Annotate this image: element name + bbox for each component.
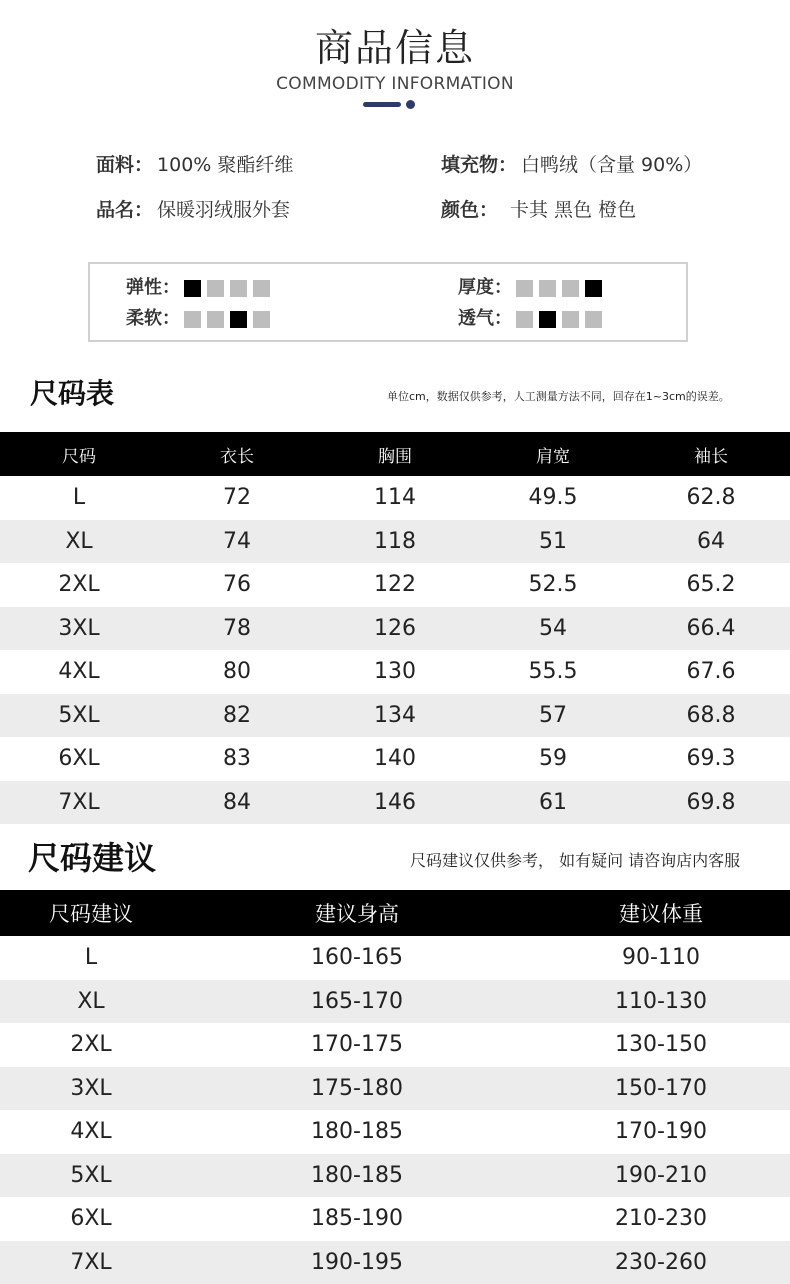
table-cell: 68.8 <box>632 694 790 738</box>
prop-thickness <box>458 276 608 300</box>
column-header: 胸围 <box>316 432 474 476</box>
size-advice-table <box>0 890 790 1284</box>
level-indicator <box>516 276 608 300</box>
size-chart-title: 尺码表 <box>30 377 115 410</box>
level-square <box>230 280 247 297</box>
table-header-row <box>0 890 790 936</box>
table-cell: 57 <box>474 694 632 738</box>
table-cell: 49.5 <box>528 485 578 511</box>
table-cell: 118 <box>316 520 474 564</box>
table-cell: 74 <box>158 520 316 564</box>
page-title: 商品信息 <box>314 26 475 70</box>
column-header: 袖长 <box>632 432 790 476</box>
table-cell: 180-185 <box>182 1154 532 1198</box>
table-row <box>0 476 790 520</box>
attr-colors-value: 卡其 黑色 橙色 <box>510 199 637 221</box>
table-cell: 230-260 <box>532 1241 790 1284</box>
table-row <box>0 607 790 651</box>
table-cell: 6XL <box>58 746 100 772</box>
prop-softness-label: 柔软： <box>126 308 180 329</box>
prop-elasticity-label: 弹性： <box>126 277 180 298</box>
size-advice-title: 尺码建议 <box>28 839 157 877</box>
attr-fabric-value: 100% 聚酯纤维 <box>157 154 294 176</box>
table-cell: 2XL <box>70 1032 112 1058</box>
level-square <box>562 280 579 297</box>
size-chart-note: 单位cm，数据仅供参考，人工测量方法不同，回存在1~3cm的误差。 <box>387 390 730 403</box>
level-square <box>562 311 579 328</box>
table-cell: 165-170 <box>182 980 532 1024</box>
table-cell: 66.4 <box>632 607 790 651</box>
info-header <box>0 22 790 94</box>
table-cell: 3XL <box>0 1067 182 1111</box>
size-chart-table <box>0 432 790 824</box>
level-indicator <box>184 276 276 300</box>
table-cell: 65.2 <box>686 572 736 598</box>
level-square-active <box>230 311 247 328</box>
table-row <box>0 563 790 607</box>
table-cell: 64 <box>632 520 790 564</box>
prop-elasticity <box>126 276 276 300</box>
column-header: 建议身高 <box>182 890 532 936</box>
table-cell: 4XL <box>58 659 100 685</box>
table-cell: 69.8 <box>632 781 790 825</box>
table-cell: 51 <box>474 520 632 564</box>
table-cell: 2XL <box>58 572 100 598</box>
level-indicator <box>184 307 276 331</box>
decoration-bar <box>363 102 401 107</box>
attr-filling <box>441 150 702 180</box>
level-square <box>253 280 270 297</box>
table-row <box>0 1197 790 1241</box>
prop-thickness-label: 厚度： <box>458 277 512 298</box>
table-cell: 210-230 <box>615 1206 707 1232</box>
table-header-row <box>0 432 790 476</box>
prop-softness <box>126 307 276 331</box>
level-square <box>184 311 201 328</box>
attr-filling-label: 填充物： <box>441 154 518 176</box>
level-square <box>207 311 224 328</box>
level-square-active <box>539 311 556 328</box>
table-cell: 3XL <box>0 607 158 651</box>
table-cell: 5XL <box>0 1154 182 1198</box>
table-cell: 185-190 <box>311 1206 403 1232</box>
level-square <box>516 280 533 297</box>
table-row <box>0 936 790 980</box>
level-square <box>516 311 533 328</box>
table-cell: 170-175 <box>311 1032 403 1058</box>
size-chart-body <box>0 476 790 824</box>
level-square-active <box>184 280 201 297</box>
level-square <box>539 280 556 297</box>
level-indicator <box>516 307 608 331</box>
table-cell: 6XL <box>70 1206 112 1232</box>
table-row <box>0 694 790 738</box>
table-cell: 82 <box>158 694 316 738</box>
table-cell: 55.5 <box>528 659 578 685</box>
table-row <box>0 737 790 781</box>
table-cell: 7XL <box>0 781 158 825</box>
attributes-block <box>96 150 776 240</box>
table-cell: 72 <box>223 485 251 511</box>
table-cell: 4XL <box>70 1119 112 1145</box>
table-cell: 146 <box>316 781 474 825</box>
table-cell: 134 <box>316 694 474 738</box>
level-square-active <box>585 280 602 297</box>
table-row <box>0 650 790 694</box>
table-row <box>0 1154 790 1198</box>
attr-colors <box>441 195 636 225</box>
table-row <box>0 781 790 825</box>
title-decoration <box>360 100 420 110</box>
table-cell: 170-190 <box>615 1119 707 1145</box>
column-header: 尺码 <box>0 432 158 476</box>
table-cell: 190-210 <box>532 1154 790 1198</box>
table-cell: XL <box>0 980 182 1024</box>
attr-fabric <box>96 150 293 180</box>
prop-breathability <box>458 307 608 331</box>
attr-filling-value: 白鸭绒（含量 90%） <box>521 154 703 176</box>
properties-box <box>88 262 688 342</box>
attr-colors-label: 颜色： <box>441 199 499 221</box>
table-cell: 122 <box>374 572 416 598</box>
table-row <box>0 980 790 1024</box>
table-cell: L <box>72 485 86 511</box>
table-cell: 78 <box>158 607 316 651</box>
level-square <box>585 311 602 328</box>
attr-product-name-value: 保暖羽绒服外套 <box>157 199 291 221</box>
column-header: 肩宽 <box>474 432 632 476</box>
table-cell: 130-150 <box>615 1032 707 1058</box>
decoration-dot <box>406 100 415 109</box>
table-cell: 110-130 <box>532 980 790 1024</box>
table-cell: 52.5 <box>528 572 578 598</box>
attr-fabric-label: 面料： <box>96 154 154 176</box>
table-cell: 114 <box>374 485 416 511</box>
table-row <box>0 1241 790 1284</box>
table-cell: 140 <box>374 746 416 772</box>
prop-breathability-label: 透气： <box>458 308 512 329</box>
table-cell: L <box>84 945 98 971</box>
table-cell: 67.6 <box>686 659 736 685</box>
table-cell: 80 <box>223 659 251 685</box>
table-cell: 130 <box>374 659 416 685</box>
table-row <box>0 1067 790 1111</box>
page-subtitle: COMMODITY INFORMATION <box>276 74 514 94</box>
table-cell: 160-165 <box>311 945 403 971</box>
table-cell: 54 <box>474 607 632 651</box>
table-cell: XL <box>0 520 158 564</box>
table-cell: 126 <box>316 607 474 651</box>
attr-product-name-label: 品名： <box>96 199 154 221</box>
table-cell: 180-185 <box>311 1119 403 1145</box>
level-square <box>253 311 270 328</box>
table-cell: 83 <box>223 746 251 772</box>
table-row <box>0 1110 790 1154</box>
table-cell: 90-110 <box>622 945 700 971</box>
table-cell: 175-180 <box>182 1067 532 1111</box>
attr-product-name <box>96 195 290 225</box>
table-cell: 59 <box>539 746 567 772</box>
table-cell: 76 <box>223 572 251 598</box>
column-header: 建议体重 <box>532 890 790 936</box>
table-row <box>0 1023 790 1067</box>
size-advice-note: 尺码建议仅供参考， 如有疑问 请咨询店内客服 <box>410 851 741 870</box>
table-cell: 61 <box>474 781 632 825</box>
table-cell: 69.3 <box>686 746 736 772</box>
table-cell: 5XL <box>0 694 158 738</box>
table-row <box>0 520 790 564</box>
size-advice-body <box>0 936 790 1284</box>
table-cell: 7XL <box>0 1241 182 1284</box>
table-cell: 150-170 <box>532 1067 790 1111</box>
column-header: 尺码建议 <box>0 890 182 936</box>
table-cell: 62.8 <box>686 485 736 511</box>
column-header: 衣长 <box>158 432 316 476</box>
table-cell: 84 <box>158 781 316 825</box>
level-square <box>207 280 224 297</box>
table-cell: 190-195 <box>182 1241 532 1284</box>
